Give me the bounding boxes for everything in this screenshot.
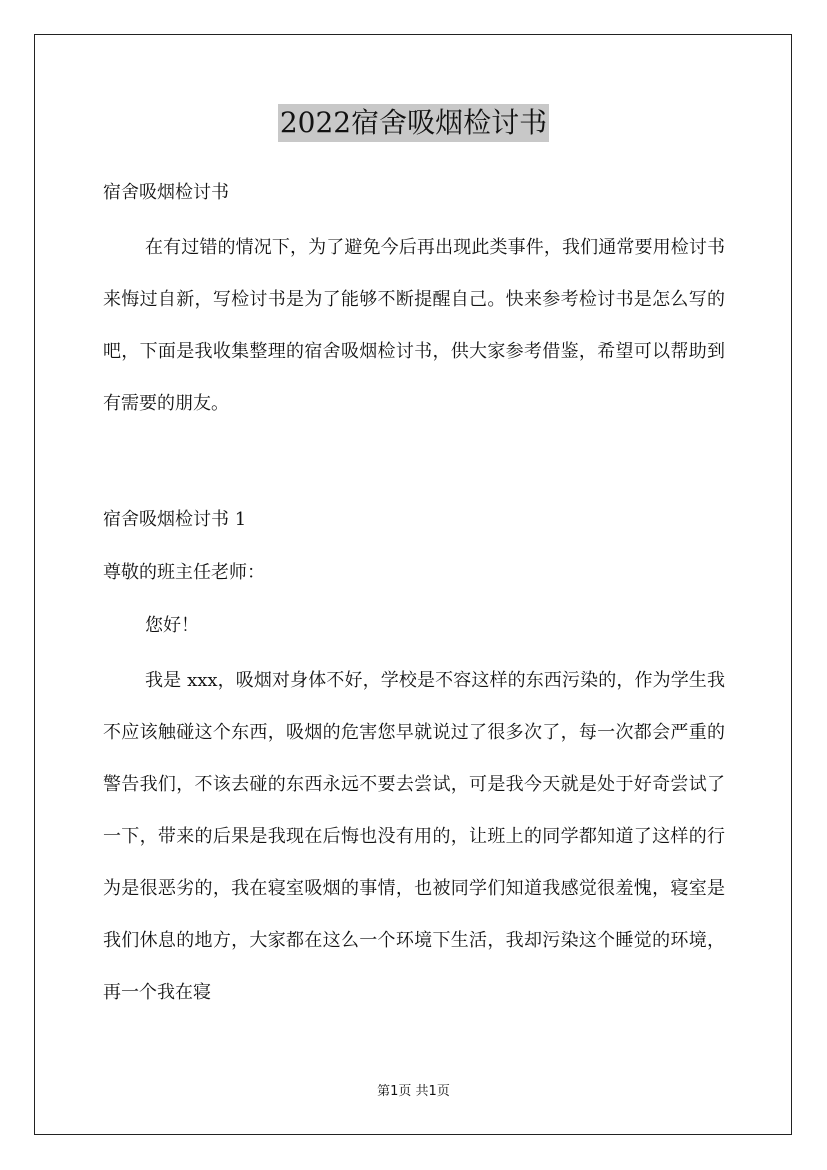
title-container xyxy=(0,104,827,142)
greeting: 您好！ xyxy=(145,615,199,636)
document-heading: 宿舍吸烟检讨书 xyxy=(103,182,229,203)
salutation: 尊敬的班主任老师： xyxy=(103,562,265,583)
page-footer: 第1页 共1页 xyxy=(377,1084,450,1099)
document-title: 2022宿舍吸烟检讨书 xyxy=(278,104,549,142)
intro-paragraph: 在有过错的情况下，为了避免今后再出现此类事件，我们通常要用检讨书来悔过自新，写检讨书是为了能够不断提醒自己。快来参考检讨书是怎么写的吧，下面是我收集整理的宿舍吸烟检讨书，供大家参考借鉴，希望可以帮助到有需要的朋友。 xyxy=(103,237,725,414)
body-paragraph: 我是 xxx，吸烟对身体不好，学校是不容这样的东西污染的，作为学生我不应该触碰这个东西，吸烟的危害您早就说过了很多次了，每一次都会严重的警告我们，不该去碰的东西永远不要去尝试，可是我今天就是处于好奇尝试了一下，带来的后果是我现在后悔也没有用的，让班上的同学都知道了这样的行为是很恶劣的，我在寝室吸烟的事情，也被同学们知道我感觉很羞愧，寝室是我们休息的地方，大家都在这么一个环境下生活，我却污染这个睡觉的环境，再一个我在寝 xyxy=(103,670,725,1003)
section-title: 宿舍吸烟检讨书 1 xyxy=(103,509,247,530)
